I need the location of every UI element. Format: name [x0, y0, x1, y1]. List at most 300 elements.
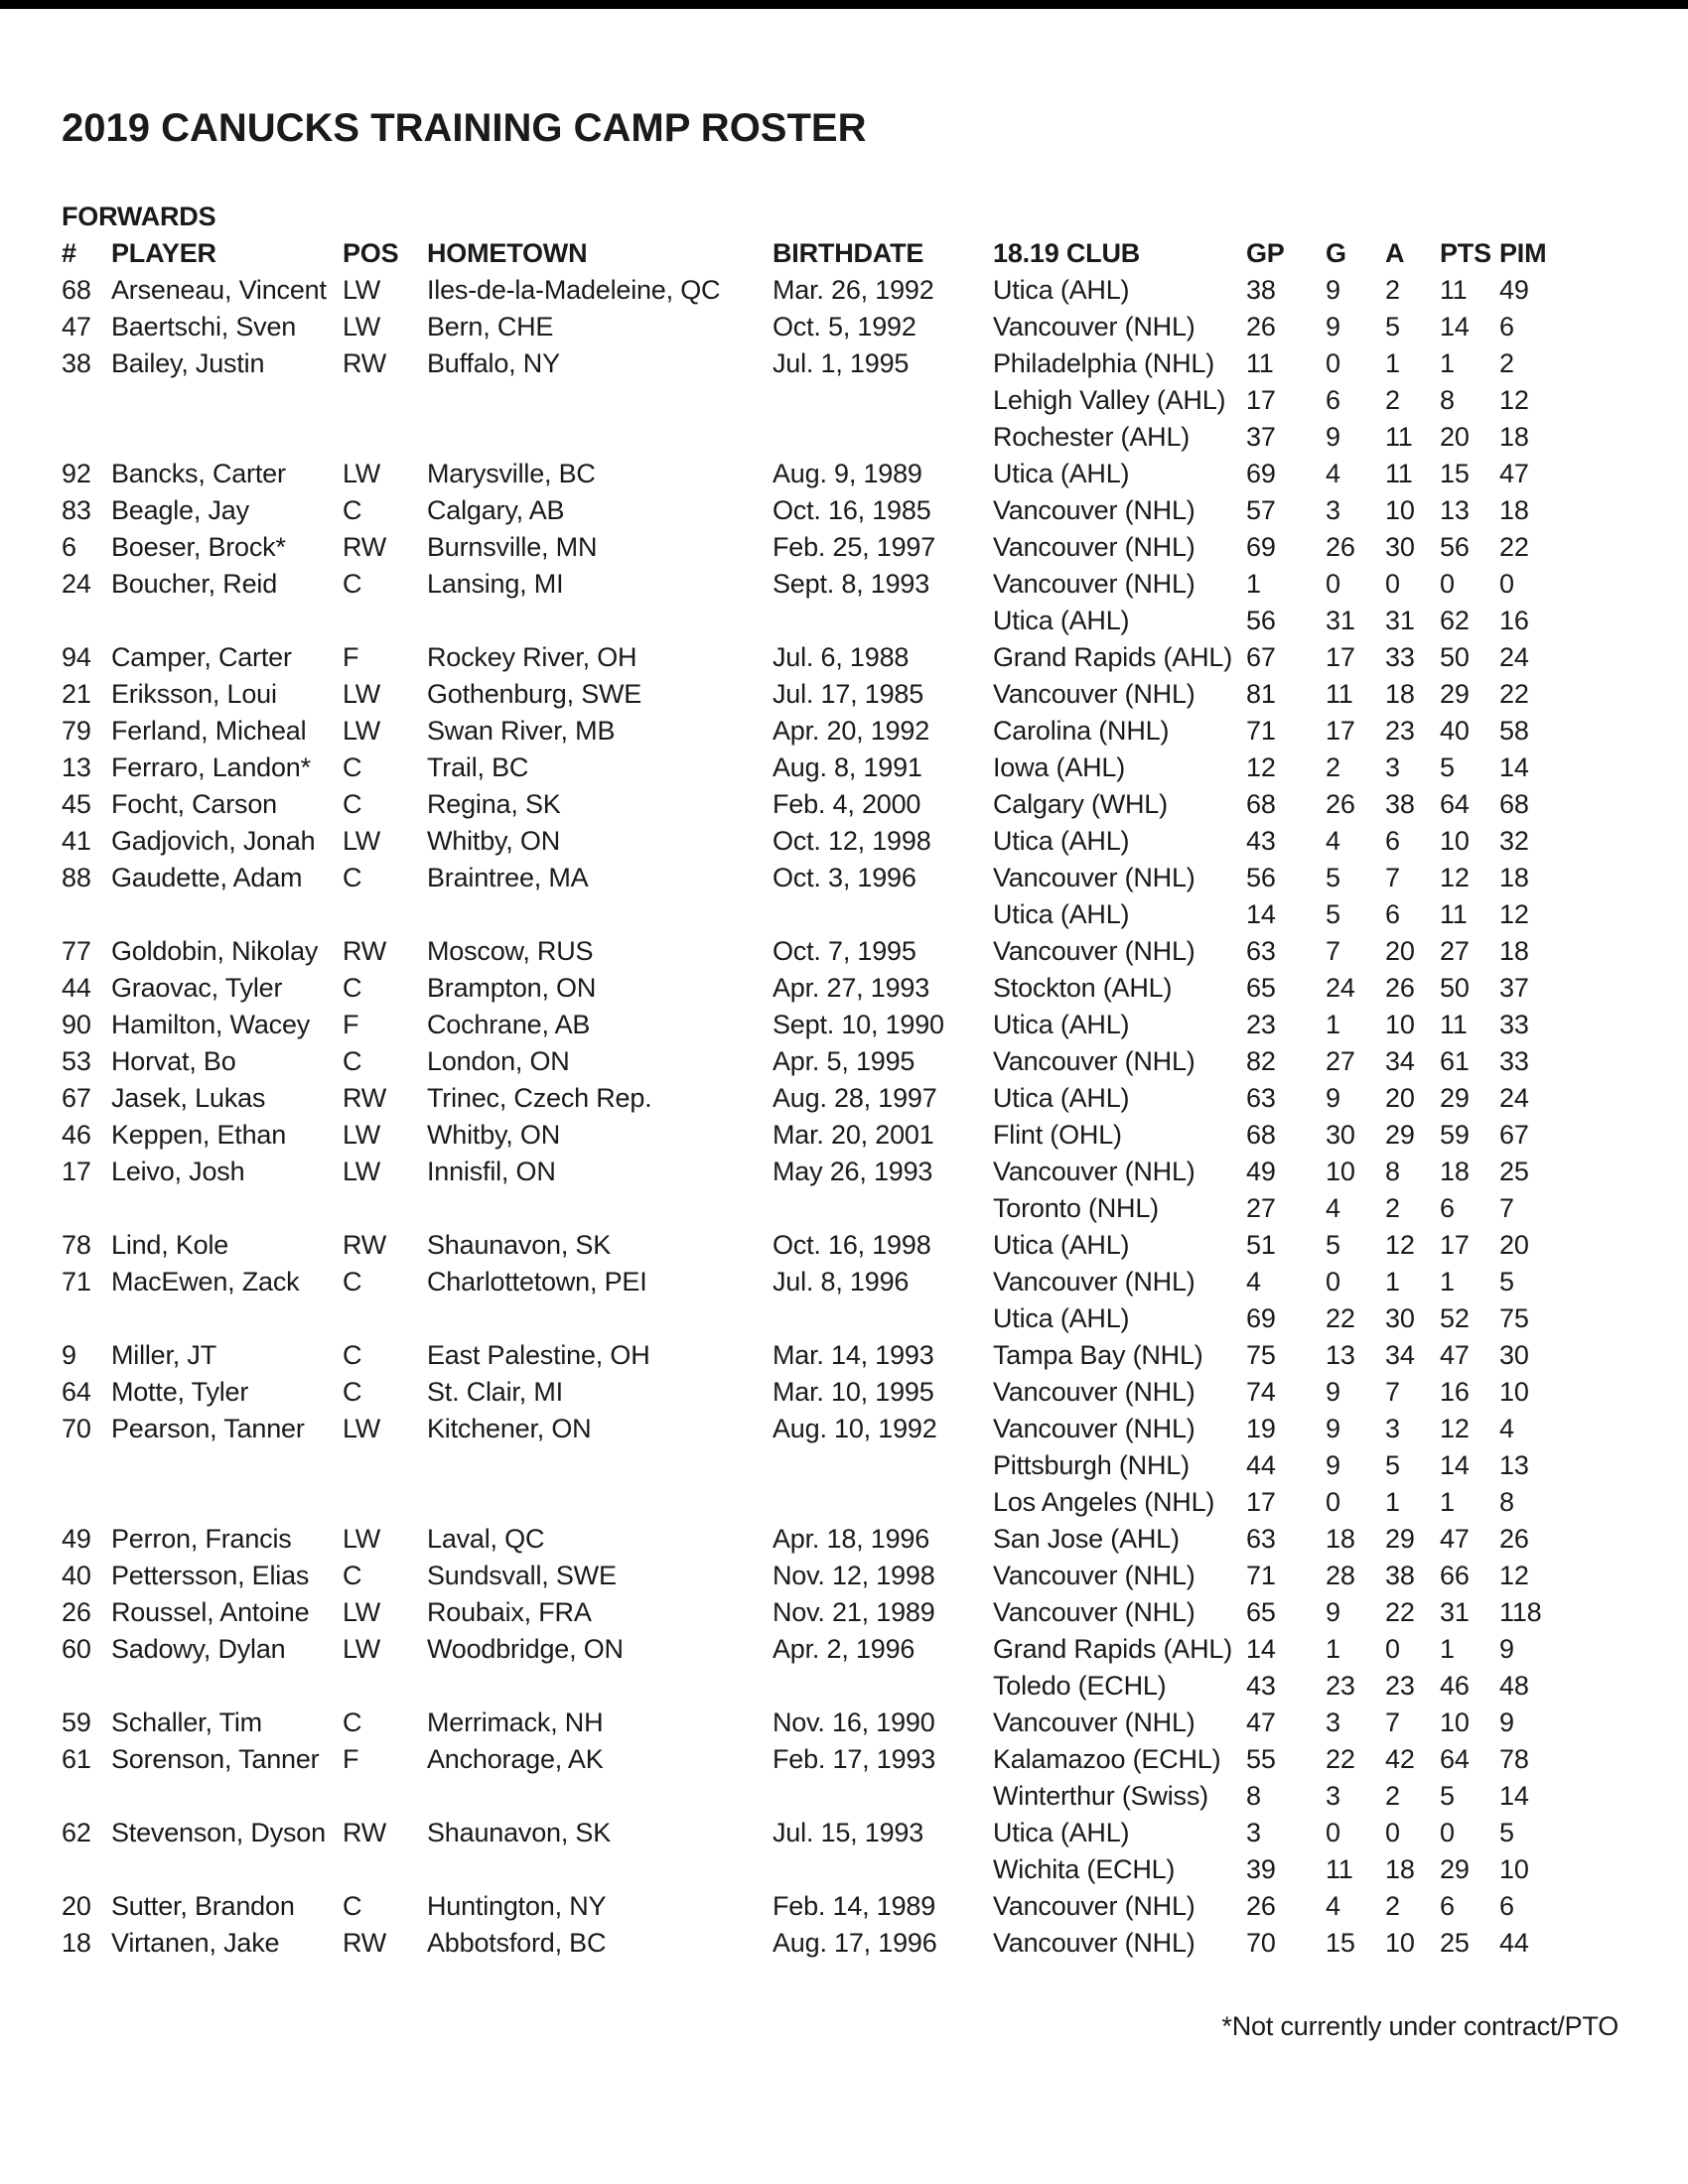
- cell-player: Schaller, Tim: [111, 1707, 262, 1737]
- cell-hometown: London, ON: [427, 1046, 570, 1076]
- cell-gp: 82: [1246, 1046, 1276, 1076]
- cell-pos: C: [343, 569, 362, 599]
- cell-hometown: Charlottetown, PEI: [427, 1267, 647, 1297]
- cell-club: Vancouver (NHL): [993, 863, 1196, 892]
- cell-gp: 8: [1246, 1781, 1261, 1811]
- cell-number: 71: [62, 1267, 91, 1297]
- cell-gp: 81: [1246, 679, 1276, 709]
- cell-birthdate: Mar. 20, 2001: [773, 1120, 934, 1150]
- roster-row: [62, 1264, 1618, 1300]
- cell-pts: 29: [1440, 1083, 1470, 1113]
- cell-pim: 7: [1499, 1193, 1514, 1223]
- cell-pts: 10: [1440, 1707, 1470, 1737]
- roster-row: [62, 529, 1618, 566]
- cell-hometown: Merrimack, NH: [427, 1707, 604, 1737]
- cell-club: Vancouver (NHL): [993, 1928, 1196, 1958]
- cell-club: Vancouver (NHL): [993, 569, 1196, 599]
- cell-a: 0: [1385, 569, 1400, 599]
- cell-a: 29: [1385, 1524, 1415, 1554]
- cell-birthdate: Mar. 10, 1995: [773, 1377, 934, 1407]
- cell-pos: F: [343, 642, 359, 672]
- roster-row: [62, 860, 1618, 896]
- cell-number: [62, 1668, 111, 1705]
- cell-player: [111, 603, 343, 639]
- cell-hometown: Laval, QC: [427, 1524, 545, 1554]
- cell-hometown: [427, 603, 773, 639]
- cell-g: 4: [1326, 826, 1340, 856]
- cell-pos: LW: [343, 275, 381, 305]
- cell-club: Utica (AHL): [993, 899, 1130, 929]
- cell-a: 10: [1385, 495, 1415, 525]
- cell-a: 2: [1385, 1193, 1400, 1223]
- cell-pts: 18: [1440, 1157, 1470, 1186]
- cell-pts: 61: [1440, 1046, 1470, 1076]
- cell-pim: 33: [1499, 1046, 1529, 1076]
- cell-pim: 5: [1499, 1267, 1514, 1297]
- cell-player: [111, 1668, 343, 1705]
- cell-gp: 37: [1246, 422, 1276, 452]
- cell-birthdate: Mar. 14, 1993: [773, 1340, 934, 1370]
- cell-hometown: Anchorage, AK: [427, 1744, 604, 1774]
- cell-a: 23: [1385, 1671, 1415, 1701]
- cell-gp: 44: [1246, 1450, 1276, 1480]
- section-label-forwards: FORWARDS: [62, 202, 216, 231]
- cell-pts: 11: [1440, 899, 1468, 929]
- cell-pos: F: [343, 1010, 359, 1039]
- cell-birthdate: Sept. 8, 1993: [773, 569, 930, 599]
- cell-hometown: [427, 896, 773, 933]
- cell-birthdate: Apr. 18, 1996: [773, 1524, 930, 1554]
- roster-row: [62, 566, 1618, 603]
- cell-pos: [343, 382, 427, 419]
- cell-pim: 32: [1499, 826, 1529, 856]
- cell-pos: C: [343, 973, 362, 1003]
- cell-pts: 1: [1440, 348, 1455, 378]
- cell-player: Virtanen, Jake: [111, 1928, 280, 1958]
- roster-row: [62, 1851, 1618, 1888]
- cell-pts: 0: [1440, 569, 1455, 599]
- cell-club: Toledo (ECHL): [993, 1671, 1167, 1701]
- cell-club: Vancouver (NHL): [993, 312, 1196, 341]
- cell-pos: C: [343, 789, 362, 819]
- cell-gp: 71: [1246, 1561, 1276, 1590]
- cell-number: 77: [62, 936, 91, 966]
- cell-birthdate: [773, 1851, 993, 1888]
- cell-number: 40: [62, 1561, 91, 1590]
- cell-club: Grand Rapids (AHL): [993, 642, 1232, 672]
- cell-pts: 25: [1440, 1928, 1470, 1958]
- cell-birthdate: Aug. 10, 1992: [773, 1414, 937, 1443]
- cell-gp: 69: [1246, 532, 1276, 562]
- cell-hometown: [427, 419, 773, 456]
- cell-number: [62, 1190, 111, 1227]
- cell-birthdate: [773, 1190, 993, 1227]
- cell-g: 9: [1326, 312, 1340, 341]
- cell-number: 20: [62, 1891, 91, 1921]
- cell-number: [62, 1778, 111, 1815]
- roster-row: [62, 1778, 1618, 1815]
- cell-club: Rochester (AHL): [993, 422, 1191, 452]
- cell-pts: 14: [1440, 312, 1470, 341]
- cell-player: Boucher, Reid: [111, 569, 278, 599]
- cell-birthdate: Oct. 5, 1992: [773, 312, 916, 341]
- cell-birthdate: Apr. 5, 1995: [773, 1046, 915, 1076]
- cell-a: 30: [1385, 532, 1415, 562]
- cell-pos: C: [343, 1707, 362, 1737]
- cell-club: Carolina (NHL): [993, 716, 1170, 746]
- cell-gp: 43: [1246, 826, 1276, 856]
- cell-number: 70: [62, 1414, 91, 1443]
- cell-g: 30: [1326, 1120, 1355, 1150]
- roster-row: [62, 1337, 1618, 1374]
- cell-a: 6: [1385, 899, 1400, 929]
- column-header-g: G: [1326, 238, 1346, 268]
- cell-club: Utica (AHL): [993, 275, 1130, 305]
- cell-club: Philadelphia (NHL): [993, 348, 1215, 378]
- roster-row: [62, 1815, 1618, 1851]
- cell-hometown: Rockey River, OH: [427, 642, 637, 672]
- cell-gp: 63: [1246, 1083, 1276, 1113]
- roster-rows: [62, 272, 1618, 1962]
- cell-birthdate: Apr. 27, 1993: [773, 973, 930, 1003]
- cell-player: [111, 382, 343, 419]
- cell-birthdate: Oct. 12, 1998: [773, 826, 931, 856]
- cell-birthdate: Jul. 8, 1996: [773, 1267, 910, 1297]
- cell-club: Vancouver (NHL): [993, 532, 1196, 562]
- cell-player: Pettersson, Elias: [111, 1561, 310, 1590]
- cell-hometown: [427, 1447, 773, 1484]
- cell-hometown: Whitby, ON: [427, 826, 561, 856]
- cell-pim: 10: [1499, 1377, 1529, 1407]
- column-header-pim: PIM: [1499, 238, 1547, 268]
- cell-club: Winterthur (Swiss): [993, 1781, 1208, 1811]
- cell-g: 9: [1326, 275, 1340, 305]
- cell-birthdate: Feb. 17, 1993: [773, 1744, 936, 1774]
- cell-gp: 74: [1246, 1377, 1276, 1407]
- roster-row: [62, 1668, 1618, 1705]
- cell-hometown: Buffalo, NY: [427, 348, 560, 378]
- cell-pim: 25: [1499, 1157, 1529, 1186]
- column-header-pts: PTS: [1440, 238, 1491, 268]
- cell-g: 0: [1326, 1487, 1340, 1517]
- cell-number: 64: [62, 1377, 91, 1407]
- cell-gp: 68: [1246, 1120, 1276, 1150]
- cell-hometown: Marysville, BC: [427, 459, 596, 488]
- cell-gp: 71: [1246, 716, 1276, 746]
- cell-a: 18: [1385, 1854, 1415, 1884]
- cell-club: San Jose (AHL): [993, 1524, 1180, 1554]
- cell-pim: 75: [1499, 1303, 1529, 1333]
- cell-a: 1: [1385, 1267, 1400, 1297]
- cell-a: 2: [1385, 385, 1400, 415]
- cell-g: 4: [1326, 459, 1340, 488]
- cell-birthdate: Feb. 4, 2000: [773, 789, 921, 819]
- cell-pos: RW: [343, 936, 387, 966]
- cell-pim: 12: [1499, 385, 1529, 415]
- cell-club: Kalamazoo (ECHL): [993, 1744, 1221, 1774]
- cell-gp: 11: [1246, 348, 1274, 378]
- cell-g: 0: [1326, 569, 1340, 599]
- cell-pts: 29: [1440, 1854, 1470, 1884]
- cell-player: [111, 1484, 343, 1521]
- cell-pts: 20: [1440, 422, 1470, 452]
- cell-gp: 39: [1246, 1854, 1276, 1884]
- cell-gp: 23: [1246, 1010, 1276, 1039]
- cell-hometown: Regina, SK: [427, 789, 561, 819]
- cell-pim: 78: [1499, 1744, 1529, 1774]
- roster-row: [62, 1043, 1618, 1080]
- cell-pts: 56: [1440, 532, 1470, 562]
- cell-hometown: Sundsvall, SWE: [427, 1561, 617, 1590]
- cell-gp: 1: [1246, 569, 1261, 599]
- cell-pts: 5: [1440, 1781, 1455, 1811]
- cell-pos: [343, 1484, 427, 1521]
- cell-gp: 51: [1246, 1230, 1276, 1260]
- cell-pts: 62: [1440, 606, 1470, 635]
- cell-pos: LW: [343, 459, 381, 488]
- cell-pos: [343, 1778, 427, 1815]
- cell-pim: 58: [1499, 716, 1529, 746]
- cell-hometown: Swan River, MB: [427, 716, 616, 746]
- cell-gp: 69: [1246, 459, 1276, 488]
- cell-birthdate: Jul. 15, 1993: [773, 1818, 924, 1847]
- cell-player: Horvat, Bo: [111, 1046, 236, 1076]
- cell-g: 0: [1326, 1267, 1340, 1297]
- cell-gp: 68: [1246, 789, 1276, 819]
- cell-a: 22: [1385, 1597, 1415, 1627]
- cell-player: Graovac, Tyler: [111, 973, 283, 1003]
- cell-hometown: Abbotsford, BC: [427, 1928, 607, 1958]
- cell-gp: 14: [1246, 899, 1276, 929]
- cell-a: 42: [1385, 1744, 1415, 1774]
- cell-number: 24: [62, 569, 91, 599]
- cell-club: Vancouver (NHL): [993, 1414, 1196, 1443]
- cell-gp: 38: [1246, 275, 1276, 305]
- cell-club: Flint (OHL): [993, 1120, 1122, 1150]
- cell-number: [62, 1300, 111, 1337]
- cell-pos: C: [343, 752, 362, 782]
- cell-pim: 24: [1499, 1083, 1529, 1113]
- cell-a: 0: [1385, 1634, 1400, 1664]
- cell-player: Stevenson, Dyson: [111, 1818, 326, 1847]
- cell-player: Sorenson, Tanner: [111, 1744, 320, 1774]
- cell-birthdate: Aug. 17, 1996: [773, 1928, 937, 1958]
- cell-pos: C: [343, 1377, 362, 1407]
- cell-pos: C: [343, 1561, 362, 1590]
- column-header-a: A: [1385, 238, 1405, 268]
- cell-a: 38: [1385, 1561, 1415, 1590]
- cell-number: 41: [62, 826, 91, 856]
- cell-hometown: [427, 382, 773, 419]
- cell-birthdate: Nov. 16, 1990: [773, 1707, 935, 1737]
- cell-g: 31: [1326, 606, 1355, 635]
- cell-club: Toronto (NHL): [993, 1193, 1159, 1223]
- cell-player: Motte, Tyler: [111, 1377, 249, 1407]
- cell-pts: 50: [1440, 973, 1470, 1003]
- page-title: 2019 CANUCKS TRAINING CAMP ROSTER: [62, 106, 867, 150]
- cell-player: Pearson, Tanner: [111, 1414, 305, 1443]
- cell-pos: [343, 1668, 427, 1705]
- cell-pts: 16: [1440, 1377, 1470, 1407]
- cell-number: 6: [62, 532, 76, 562]
- cell-number: 61: [62, 1744, 91, 1774]
- cell-pos: RW: [343, 1928, 387, 1958]
- cell-pts: 5: [1440, 752, 1455, 782]
- cell-pos: LW: [343, 1157, 381, 1186]
- cell-pos: C: [343, 1267, 362, 1297]
- cell-number: 78: [62, 1230, 91, 1260]
- cell-player: [111, 1190, 343, 1227]
- cell-hometown: East Palestine, OH: [427, 1340, 650, 1370]
- cell-number: 49: [62, 1524, 91, 1554]
- cell-g: 6: [1326, 385, 1340, 415]
- cell-birthdate: [773, 382, 993, 419]
- cell-gp: 3: [1246, 1818, 1261, 1847]
- cell-player: Jasek, Lukas: [111, 1083, 266, 1113]
- cell-a: 7: [1385, 1707, 1400, 1737]
- cell-g: 1: [1326, 1010, 1340, 1039]
- cell-pts: 1: [1440, 1634, 1455, 1664]
- cell-hometown: Brampton, ON: [427, 973, 597, 1003]
- cell-number: [62, 419, 111, 456]
- cell-hometown: Calgary, AB: [427, 495, 565, 525]
- cell-player: Lind, Kole: [111, 1230, 229, 1260]
- cell-a: 18: [1385, 679, 1415, 709]
- cell-pos: LW: [343, 1120, 381, 1150]
- roster-row: [62, 1484, 1618, 1521]
- cell-player: Boeser, Brock*: [111, 532, 286, 562]
- cell-birthdate: [773, 1778, 993, 1815]
- roster-row: [62, 750, 1618, 786]
- cell-pim: 2: [1499, 348, 1514, 378]
- cell-hometown: Lansing, MI: [427, 569, 564, 599]
- cell-g: 9: [1326, 1450, 1340, 1480]
- cell-gp: 27: [1246, 1193, 1276, 1223]
- cell-club: Utica (AHL): [993, 1303, 1130, 1333]
- cell-number: [62, 896, 111, 933]
- column-header-pos: POS: [343, 238, 399, 268]
- cell-number: [62, 1484, 111, 1521]
- roster-row: [62, 1594, 1618, 1631]
- roster-row: [62, 345, 1618, 382]
- cell-hometown: Moscow, RUS: [427, 936, 594, 966]
- cell-number: 94: [62, 642, 91, 672]
- cell-pim: 13: [1499, 1450, 1529, 1480]
- cell-a: 20: [1385, 1083, 1415, 1113]
- cell-gp: 14: [1246, 1634, 1276, 1664]
- cell-pts: 13: [1440, 495, 1470, 525]
- cell-club: Vancouver (NHL): [993, 1377, 1196, 1407]
- column-header-number: #: [62, 238, 76, 268]
- roster-row: [62, 1227, 1618, 1264]
- cell-g: 11: [1326, 679, 1353, 709]
- cell-pos: LW: [343, 679, 381, 709]
- cell-hometown: Burnsville, MN: [427, 532, 598, 562]
- roster-row: [62, 1631, 1618, 1668]
- cell-pts: 46: [1440, 1671, 1470, 1701]
- cell-a: 11: [1385, 422, 1413, 452]
- cell-g: 9: [1326, 1377, 1340, 1407]
- cell-a: 33: [1385, 642, 1415, 672]
- cell-gp: 55: [1246, 1744, 1276, 1774]
- cell-gp: 4: [1246, 1267, 1261, 1297]
- cell-player: [111, 1300, 343, 1337]
- cell-player: Hamilton, Wacey: [111, 1010, 311, 1039]
- roster-row: [62, 1080, 1618, 1117]
- cell-birthdate: [773, 419, 993, 456]
- cell-a: 11: [1385, 459, 1413, 488]
- cell-a: 31: [1385, 606, 1415, 635]
- cell-number: [62, 382, 111, 419]
- cell-pim: 18: [1499, 495, 1529, 525]
- cell-pim: 22: [1499, 679, 1529, 709]
- roster-table: [62, 235, 1618, 1962]
- cell-g: 3: [1326, 495, 1340, 525]
- cell-player: [111, 1447, 343, 1484]
- cell-pim: 14: [1499, 1781, 1529, 1811]
- roster-row: [62, 1705, 1618, 1741]
- cell-a: 26: [1385, 973, 1415, 1003]
- cell-pim: 0: [1499, 569, 1514, 599]
- cell-player: Goldobin, Nikolay: [111, 936, 319, 966]
- cell-pim: 18: [1499, 863, 1529, 892]
- cell-club: Utica (AHL): [993, 826, 1130, 856]
- cell-birthdate: Apr. 2, 1996: [773, 1634, 915, 1664]
- cell-player: Camper, Carter: [111, 642, 292, 672]
- cell-a: 1: [1385, 348, 1400, 378]
- cell-pim: 9: [1499, 1707, 1514, 1737]
- cell-pts: 29: [1440, 679, 1470, 709]
- cell-g: 22: [1326, 1744, 1355, 1774]
- cell-number: 67: [62, 1083, 91, 1113]
- cell-g: 1: [1326, 1634, 1340, 1664]
- cell-pts: 11: [1440, 275, 1468, 305]
- cell-club: Vancouver (NHL): [993, 1707, 1196, 1737]
- roster-row: [62, 970, 1618, 1007]
- cell-player: Gadjovich, Jonah: [111, 826, 316, 856]
- cell-birthdate: Mar. 26, 1992: [773, 275, 934, 305]
- cell-gp: 56: [1246, 863, 1276, 892]
- column-header-player: PLAYER: [111, 238, 216, 268]
- cell-birthdate: May 26, 1993: [773, 1157, 933, 1186]
- cell-g: 5: [1326, 863, 1340, 892]
- column-header-gp: GP: [1246, 238, 1285, 268]
- cell-number: 13: [62, 752, 91, 782]
- cell-g: 7: [1326, 936, 1340, 966]
- roster-row: [62, 933, 1618, 970]
- cell-gp: 63: [1246, 1524, 1276, 1554]
- cell-birthdate: Jul. 1, 1995: [773, 348, 910, 378]
- roster-row: [62, 1300, 1618, 1337]
- cell-pim: 68: [1499, 789, 1529, 819]
- cell-pos: LW: [343, 1634, 381, 1664]
- cell-pts: 10: [1440, 826, 1470, 856]
- cell-number: 17: [62, 1157, 91, 1186]
- cell-club: Vancouver (NHL): [993, 1046, 1196, 1076]
- cell-club: Vancouver (NHL): [993, 1561, 1196, 1590]
- cell-pim: 12: [1499, 1561, 1529, 1590]
- cell-number: 18: [62, 1928, 91, 1958]
- cell-number: 62: [62, 1818, 91, 1847]
- cell-birthdate: [773, 896, 993, 933]
- cell-number: 26: [62, 1597, 91, 1627]
- cell-pim: 49: [1499, 275, 1529, 305]
- cell-club: Utica (AHL): [993, 1230, 1130, 1260]
- cell-pim: 9: [1499, 1634, 1514, 1664]
- cell-g: 22: [1326, 1303, 1355, 1333]
- cell-birthdate: Aug. 8, 1991: [773, 752, 922, 782]
- roster-row: [62, 1117, 1618, 1154]
